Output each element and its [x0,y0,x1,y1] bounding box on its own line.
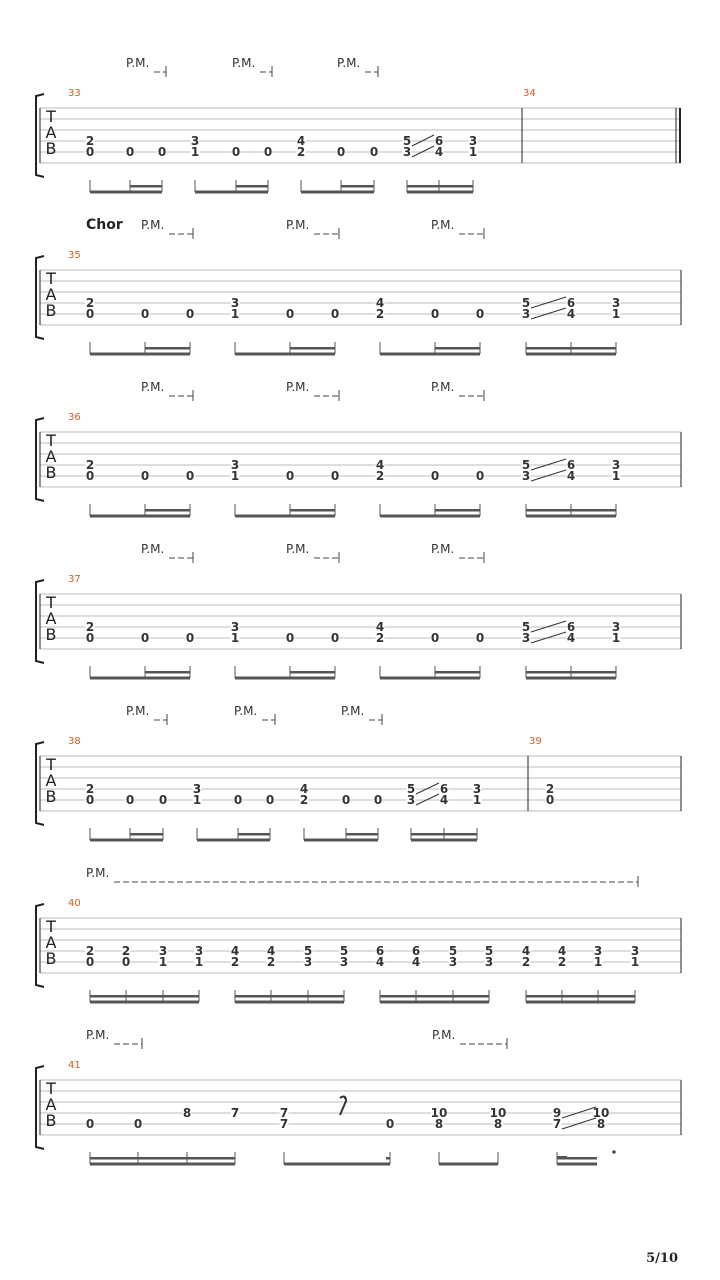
measure-number: 38 [68,736,81,747]
measure-number: 35 [68,250,81,261]
palm-mute-label: P.M. [141,380,165,394]
beam-primary [235,353,335,356]
fret-number: 4 [266,944,276,958]
fret-number: 0 [185,469,195,483]
fret-number: 1 [230,469,240,483]
fret-number: 4 [299,782,309,796]
palm-mute-label: P.M. [341,704,365,718]
beam-primary [90,353,190,356]
beam-secondary [346,833,378,836]
system-5 [36,714,681,842]
beam-secondary [290,671,335,674]
fret-number: 0 [430,631,440,645]
fret-number: 8 [434,1117,444,1131]
fret-number: 3 [611,458,621,472]
tab-clef-letter: T [46,1079,56,1098]
fret-number: 3 [230,296,240,310]
fret-number: 0 [475,631,485,645]
palm-mute-label: P.M. [86,866,110,880]
fret-number: 7 [279,1106,289,1120]
tab-clef-letter: T [46,431,56,450]
fret-number: 5 [402,134,412,148]
fret-number: 0 [85,793,95,807]
fret-number: 3 [484,955,494,969]
system-7 [36,1038,681,1166]
fret-number: 4 [434,145,444,159]
fret-number: 4 [439,793,449,807]
fret-number: 3 [468,134,478,148]
tab-clef-letter: T [46,269,56,288]
fret-number: 0 [330,307,340,321]
beam-secondary [380,995,489,998]
fret-number: 1 [611,631,621,645]
tab-clef-letter: A [45,447,57,466]
fret-number: 1 [472,793,482,807]
fret-number: 6 [439,782,449,796]
palm-mute-label: P.M. [141,218,165,232]
beam-primary [235,677,335,680]
measure-number: 41 [68,1060,81,1071]
fret-number: 0 [121,955,131,969]
palm-mute-label: P.M. [141,542,165,556]
fret-number: 1 [611,469,621,483]
palm-mute-label: P.M. [86,1028,110,1042]
tab-clef-letter: B [45,1111,57,1130]
fret-number: 10 [489,1106,507,1120]
system-2 [36,228,681,356]
fret-number: 2 [121,944,131,958]
measure-number: 40 [68,898,81,909]
fret-number: 4 [566,307,576,321]
fret-number: 4 [566,469,576,483]
fret-number: 5 [448,944,458,958]
fret-number: 3 [230,458,240,472]
measure-number: 34 [523,88,536,99]
page-indicator: 5/10 [646,1251,678,1266]
beam-secondary [290,509,335,512]
tab-clef-letter: A [45,1095,57,1114]
fret-number: 1 [630,955,640,969]
fret-number: 4 [557,944,567,958]
fret-number: 4 [521,944,531,958]
fret-number: 0 [85,145,95,159]
fret-number: 4 [566,631,576,645]
fret-number: 6 [411,944,421,958]
fret-number: 8 [493,1117,503,1131]
fret-number: 8 [596,1117,606,1131]
fret-number: 2 [375,307,385,321]
palm-mute-label: P.M. [431,542,455,556]
fret-number: 0 [330,631,340,645]
tab-clef-letter: A [45,285,57,304]
tab-clef-letter: B [45,301,57,320]
fret-number: 0 [133,1117,143,1131]
fret-number: 4 [375,620,385,634]
beam-primary [90,1163,235,1166]
fret-number: 0 [185,307,195,321]
fret-number: 7 [230,1106,240,1120]
fret-number: 0 [285,631,295,645]
fret-number: 2 [266,955,276,969]
fret-number: 4 [296,134,306,148]
fret-number: 0 [545,793,555,807]
fret-number: 2 [299,793,309,807]
fret-number: 0 [85,1117,95,1131]
fret-number: 0 [373,793,383,807]
fret-number: 3 [339,955,349,969]
fret-number: 9 [552,1106,562,1120]
fret-number: 5 [521,296,531,310]
beam-primary [90,515,190,518]
fret-number: 2 [296,145,306,159]
fret-number: 0 [125,145,135,159]
fret-number: 3 [158,944,168,958]
beam-primary [557,1163,597,1166]
beam-secondary [235,995,344,998]
beam-primary [197,839,270,842]
fret-number: 2 [375,631,385,645]
beam-secondary [145,509,190,512]
fret-number: 1 [158,955,168,969]
palm-mute-label: P.M. [337,56,361,70]
fret-number: 0 [85,631,95,645]
fret-number: 2 [521,955,531,969]
palm-mute-label: P.M. [126,704,150,718]
section-label: Chor [86,217,123,233]
fret-number: 2 [85,296,95,310]
fret-number: 0 [85,307,95,321]
beam-primary [284,1163,390,1166]
fret-number: 7 [279,1117,289,1131]
beam-primary [380,515,480,518]
beam-primary [304,839,378,842]
beam-primary [407,191,473,194]
beam-secondary [238,833,270,836]
fret-number: 3 [230,620,240,634]
fret-number: 0 [140,631,150,645]
fret-number: 5 [339,944,349,958]
fret-number: 6 [566,458,576,472]
tab-clef-letter: T [46,917,56,936]
measure-number: 33 [68,88,81,99]
beam-secondary [407,185,473,188]
beam-secondary [236,185,268,188]
beam-secondary [290,347,335,350]
system-6 [36,876,681,1004]
tab-clef-letter: A [45,771,57,790]
tab-clef-letter: A [45,609,57,628]
fret-number: 2 [85,134,95,148]
fret-number: 1 [194,955,204,969]
fret-number: 1 [593,955,603,969]
beam-primary [235,1001,344,1004]
fret-number: 3 [402,145,412,159]
palm-mute-label: P.M. [232,56,256,70]
palm-mute-label: P.M. [286,542,310,556]
fret-number: 10 [430,1106,448,1120]
system-3 [36,390,681,518]
palm-mute-label: P.M. [286,380,310,394]
palm-mute-label: P.M. [432,1028,456,1042]
beam-fragment [557,1156,567,1159]
fret-number: 3 [448,955,458,969]
fret-number: 2 [85,944,95,958]
fret-number: 0 [341,793,351,807]
fret-number: 3 [472,782,482,796]
fret-number: 4 [375,296,385,310]
fret-number: 1 [230,307,240,321]
beam-secondary [145,347,190,350]
fret-number: 0 [140,307,150,321]
beam-primary [380,353,480,356]
measure-number: 36 [68,412,81,423]
fret-number: 2 [85,620,95,634]
fret-number: 3 [303,955,313,969]
palm-mute-label: P.M. [431,218,455,232]
fret-number: 2 [557,955,567,969]
fret-number: 2 [85,782,95,796]
fret-number: 0 [85,955,95,969]
tab-clef-letter: B [45,949,57,968]
beam-primary [235,515,335,518]
tab-clef-letter: B [45,787,57,806]
fret-number: 3 [406,793,416,807]
beam-primary [380,1001,489,1004]
fret-number: 2 [85,458,95,472]
beam-primary [439,1163,498,1166]
fret-number: 3 [630,944,640,958]
beam-secondary [145,671,190,674]
fret-number: 0 [385,1117,395,1131]
beam-secondary [435,671,480,674]
fret-number: 3 [190,134,200,148]
fret-number: 4 [230,944,240,958]
fret-number: 5 [521,620,531,634]
fret-number: 2 [230,955,240,969]
tab-clef-letter: T [46,107,56,126]
tab-clef-letter: T [46,755,56,774]
beam-primary [90,677,190,680]
fret-number: 3 [521,631,531,645]
fret-number: 1 [468,145,478,159]
beam-secondary [130,185,162,188]
fret-number: 6 [566,296,576,310]
fret-number: 0 [430,469,440,483]
fret-number: 2 [375,469,385,483]
fret-number: 0 [185,631,195,645]
palm-mute-label: P.M. [126,56,150,70]
fret-number: 0 [157,145,167,159]
fret-number: 0 [430,307,440,321]
beam-primary [301,191,374,194]
palm-mute-label: P.M. [431,380,455,394]
palm-mute-label: P.M. [286,218,310,232]
fret-number: 3 [521,307,531,321]
beam-primary [90,191,162,194]
fret-number: 4 [375,955,385,969]
fret-number: 0 [265,793,275,807]
tab-clef-letter: B [45,139,57,158]
tab-clef-letter: B [45,625,57,644]
fret-number: 5 [521,458,531,472]
beam-secondary [341,185,374,188]
rest-symbol [340,1097,346,1115]
fret-number: 3 [611,620,621,634]
fret-number: 3 [194,944,204,958]
tab-clef-letter: A [45,123,57,142]
fret-number: 7 [552,1117,562,1131]
system-4 [36,552,681,680]
fret-number: 2 [545,782,555,796]
beam-secondary [526,995,635,998]
fret-number: 5 [406,782,416,796]
fret-number: 1 [190,145,200,159]
fret-number: 1 [611,307,621,321]
beam-primary [380,677,480,680]
beam-primary [90,839,163,842]
fret-number: 1 [192,793,202,807]
beam-primary [195,191,268,194]
fret-number: 0 [85,469,95,483]
fret-number: 8 [182,1106,192,1120]
tab-clef-letter: T [46,593,56,612]
fret-number: 0 [140,469,150,483]
fret-number: 5 [303,944,313,958]
fret-number: 0 [231,145,241,159]
tab-clef-letter: B [45,463,57,482]
fret-number: 6 [566,620,576,634]
fret-number: 4 [375,458,385,472]
fret-number: 0 [475,469,485,483]
fret-number: 5 [484,944,494,958]
fret-number: 6 [434,134,444,148]
fret-number: 4 [411,955,421,969]
measure-number: 39 [529,736,542,747]
fret-number: 0 [285,469,295,483]
fret-number: 3 [593,944,603,958]
fret-number: 0 [233,793,243,807]
fret-number: 0 [158,793,168,807]
fret-number: 0 [125,793,135,807]
fret-number: 0 [475,307,485,321]
beam-primary [526,1001,635,1004]
fret-number: 0 [369,145,379,159]
beam-secondary [90,1157,235,1160]
beam-primary [90,1001,199,1004]
fret-number: 0 [336,145,346,159]
tab-clef-letter: A [45,933,57,952]
fret-number: 6 [375,944,385,958]
fret-number: 1 [230,631,240,645]
beam-secondary [90,995,199,998]
system-1 [36,66,681,194]
beam-secondary [435,347,480,350]
fret-number: 3 [611,296,621,310]
fret-number: 0 [285,307,295,321]
measure-number: 37 [68,574,81,585]
fret-number: 0 [330,469,340,483]
fret-number: 0 [263,145,273,159]
fret-number: 10 [592,1106,610,1120]
dotted-note-dot [612,1150,615,1153]
palm-mute-label: P.M. [234,704,258,718]
beam-secondary [130,833,163,836]
beam-secondary [435,509,480,512]
fret-number: 3 [192,782,202,796]
fret-number: 3 [521,469,531,483]
beam-secondary [386,1157,390,1160]
